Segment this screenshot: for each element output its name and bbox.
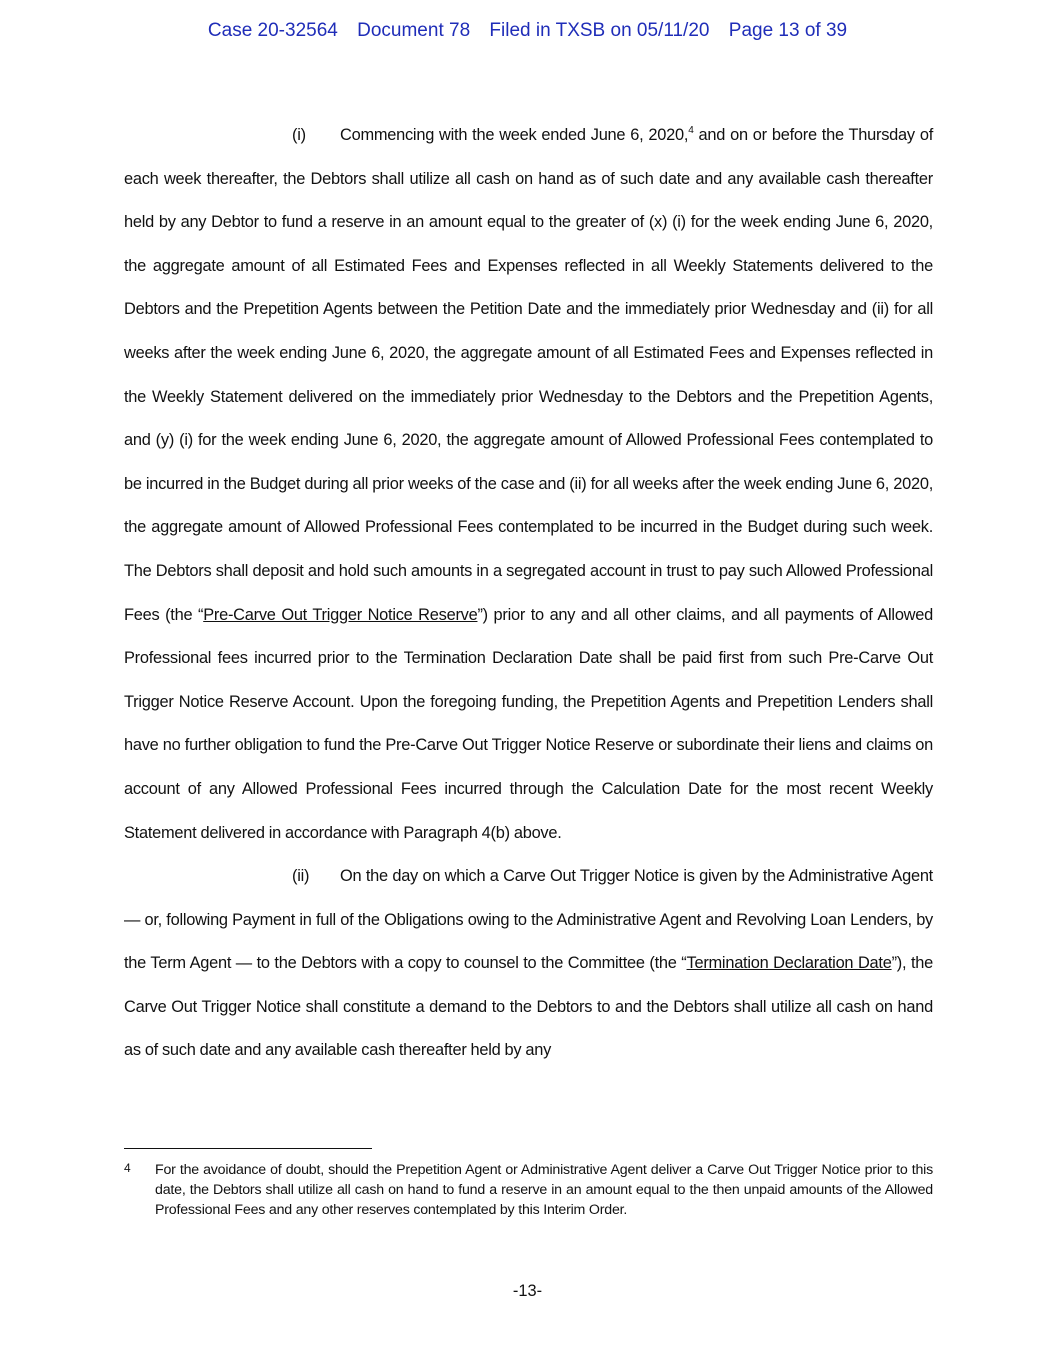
document-number: Document 78 [357, 20, 471, 41]
text-run: ”) prior to any and all other claims, and all payments of Allowed Professional fees incurred prior to the Termination Declaration Date shall be paid first from such Pre-Carve Out Trigger Notice Reserve Account. Upon the foregoing funding, the Prepetition Agents and Prepetition Lenders shall have no further obligation to fund the Pre-Carve Out Trigger Notice Reserve or subordinate their liens and claims on account of any Allowed Professional Fees incurred through the Calculation Date for the most recent Weekly Statement delivered in accordance with Paragraph 4(b) above. [124, 605, 934, 842]
text-run: and on or before the Thursday of each week thereafter, the Debtors shall utilize all cash on hand as of such date and any available cash thereafter held by any Debtor to fund a reserve in an amount equal to the greater of (x) (i) for the week ending June 6, 2020, the aggregate amount of all Estimated Fees and Expenses reflected in all Weekly Statements delivered to the Debtors and the Prepetition Agents between the Petition Date and the immediately prior Wednesday and (ii) for all weeks after the week ending June 6, 2020, the aggregate amount of all Estimated Fees and Expenses reflected in the Weekly Statement delivered on the immediately prior Wednesday to the Debtors and the Prepetition Agents, and (y) (i) for the week ending June 6, 2020, the aggregate amount of Allowed Professional Fees contemplated to be incurred in the Budget during all prior weeks of the case and (ii) for all weeks after the week ending June 6, 2020, the aggregate amount of Allowed Professional Fees contemplated to be incurred in the Budget during such week. The Debtors shall deposit and hold such amounts in a segregated account in trust to pay such Allowed Professional Fees (the “ [124, 126, 934, 624]
text-run: Commencing with the week ended June 6, 2020, [340, 126, 689, 144]
page-of-total: Page 13 of 39 [728, 20, 848, 41]
filing-date: Filed in TXSB on 05/11/20 [489, 20, 710, 41]
defined-term: Termination Declaration Date [686, 954, 892, 973]
body-paragraph [124, 114, 933, 855]
case-number: Case 20-32564 [207, 20, 338, 41]
page-number: -13- [512, 1282, 543, 1300]
body-text [124, 114, 933, 1073]
paragraph-enumerator: (i) [292, 126, 306, 144]
footnote-text: For the avoidance of doubt, should the Prepetition Agent or Administrative Agent deliver a Carve Out Trigger Notice prior to this date, the Debtors shall utilize all cash on hand to fund a reserve in an amount equal to the then unpaid amounts of the Allowed Professional Fees and any other reserves contemplated by this Interim Order. [155, 1162, 933, 1218]
footnote-marker: 4 [124, 1161, 131, 1175]
footnote-divider [124, 1148, 372, 1149]
footnote-reference: 4 [688, 125, 694, 136]
paragraph-enumerator: (ii) [292, 867, 310, 886]
defined-term: Pre-Carve Out Trigger Notice Reserve [203, 605, 478, 624]
body-paragraph [124, 855, 933, 1073]
text-run: On the day on which a Carve Out Trigger Notice is given by the Administrative Agent — or, following Payment in full of the Obligations owing to the Administrative Agent and Revolving Loan Lenders, by the Term Agent — to the Debtors with a copy to counsel to the Committee (the “ [124, 867, 933, 973]
text-run: ”), the Carve Out Trigger Notice shall constitute a demand to the Debtors to and the Debtors shall utilize all cash on hand as of such date and any available cash thereafter held by any [124, 954, 933, 1060]
filing-header [0, 20, 1055, 42]
footnote [124, 1160, 933, 1220]
